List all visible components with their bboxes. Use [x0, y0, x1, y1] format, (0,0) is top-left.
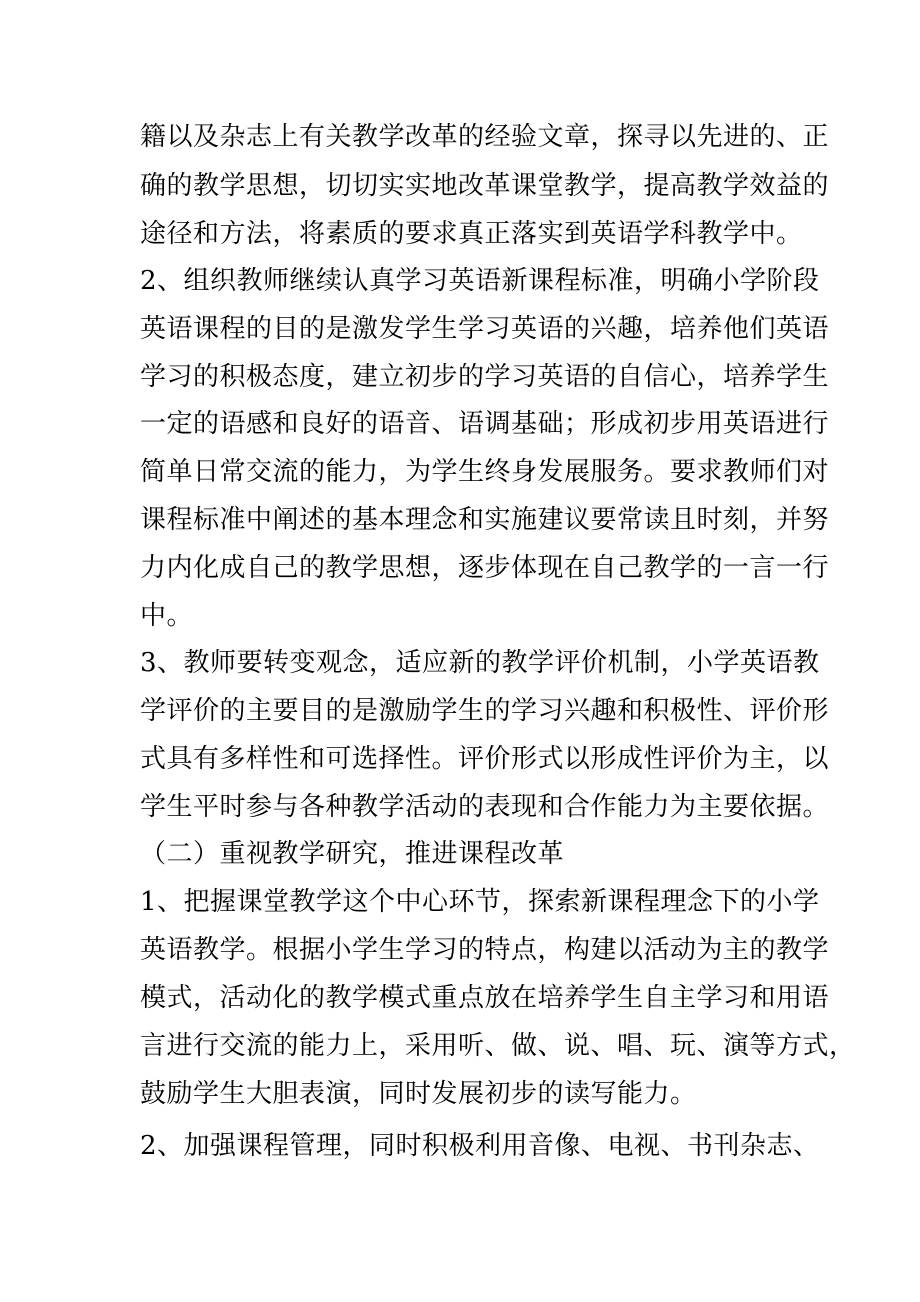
text-line: 英语教学。根据小学生学习的特点，构建以活动为主的教学 — [140, 935, 830, 965]
text-line: 中。 — [140, 601, 194, 631]
text-line: 英语课程的目的是激发学生学习英语的兴趣，培养他们英语 — [140, 314, 830, 344]
text-line: 学生平时参与各种教学活动的表现和合作能力为主要依据。 — [140, 792, 830, 822]
text-line: 言进行交流的能力上，采用听、做、说、唱、玩、演等方式， — [140, 1031, 856, 1061]
text-line: 确的教学思想，切切实实地改革课堂教学，提高教学效益的 — [140, 171, 830, 201]
text-line: 2、组织教师继续认真学习英语新课程标准，明确小学阶段 — [140, 266, 820, 296]
text-line: 式具有多样性和可选择性。评价形式以形成性评价为主，以 — [140, 744, 830, 774]
text-line: 途径和方法，将素质的要求真正落实到英语学科教学中。 — [140, 219, 803, 249]
text-line: 课程标准中阐述的基本理念和实施建议要常读且时刻，并努 — [140, 505, 830, 535]
text-line: 2、加强课程管理，同时积极利用音像、电视、书刊杂志、 — [140, 1131, 820, 1161]
text-line: 简单日常交流的能力，为学生终身发展服务。要求教师们对 — [140, 457, 830, 487]
text-line: 力内化成自己的教学思想，逐步体现在自己教学的一言一行 — [140, 553, 830, 583]
text-line: 1、把握课堂教学这个中心环节，探索新课程理念下的小学 — [140, 887, 820, 917]
text-line: 3、教师要转变观念，适应新的教学评价机制，小学英语教 — [140, 648, 820, 678]
text-line: 一定的语感和良好的语音、语调基础；形成初步用英语进行 — [140, 409, 830, 439]
section-heading: （二）重视教学研究，推进课程改革 — [140, 839, 565, 869]
text-line: 模式，活动化的教学模式重点放在培养学生自主学习和用语 — [140, 983, 830, 1013]
text-line: 学习的积极态度，建立初步的学习英语的自信心，培养学生 — [140, 362, 830, 392]
text-line: 鼓励学生大胆表演，同时发展初步的读写能力。 — [140, 1079, 697, 1109]
text-line: 籍以及杂志上有关教学改革的经验文章，探寻以先进的、正 — [140, 122, 830, 152]
text-line: 学评价的主要目的是激励学生的学习兴趣和积极性、评价形 — [140, 696, 830, 726]
